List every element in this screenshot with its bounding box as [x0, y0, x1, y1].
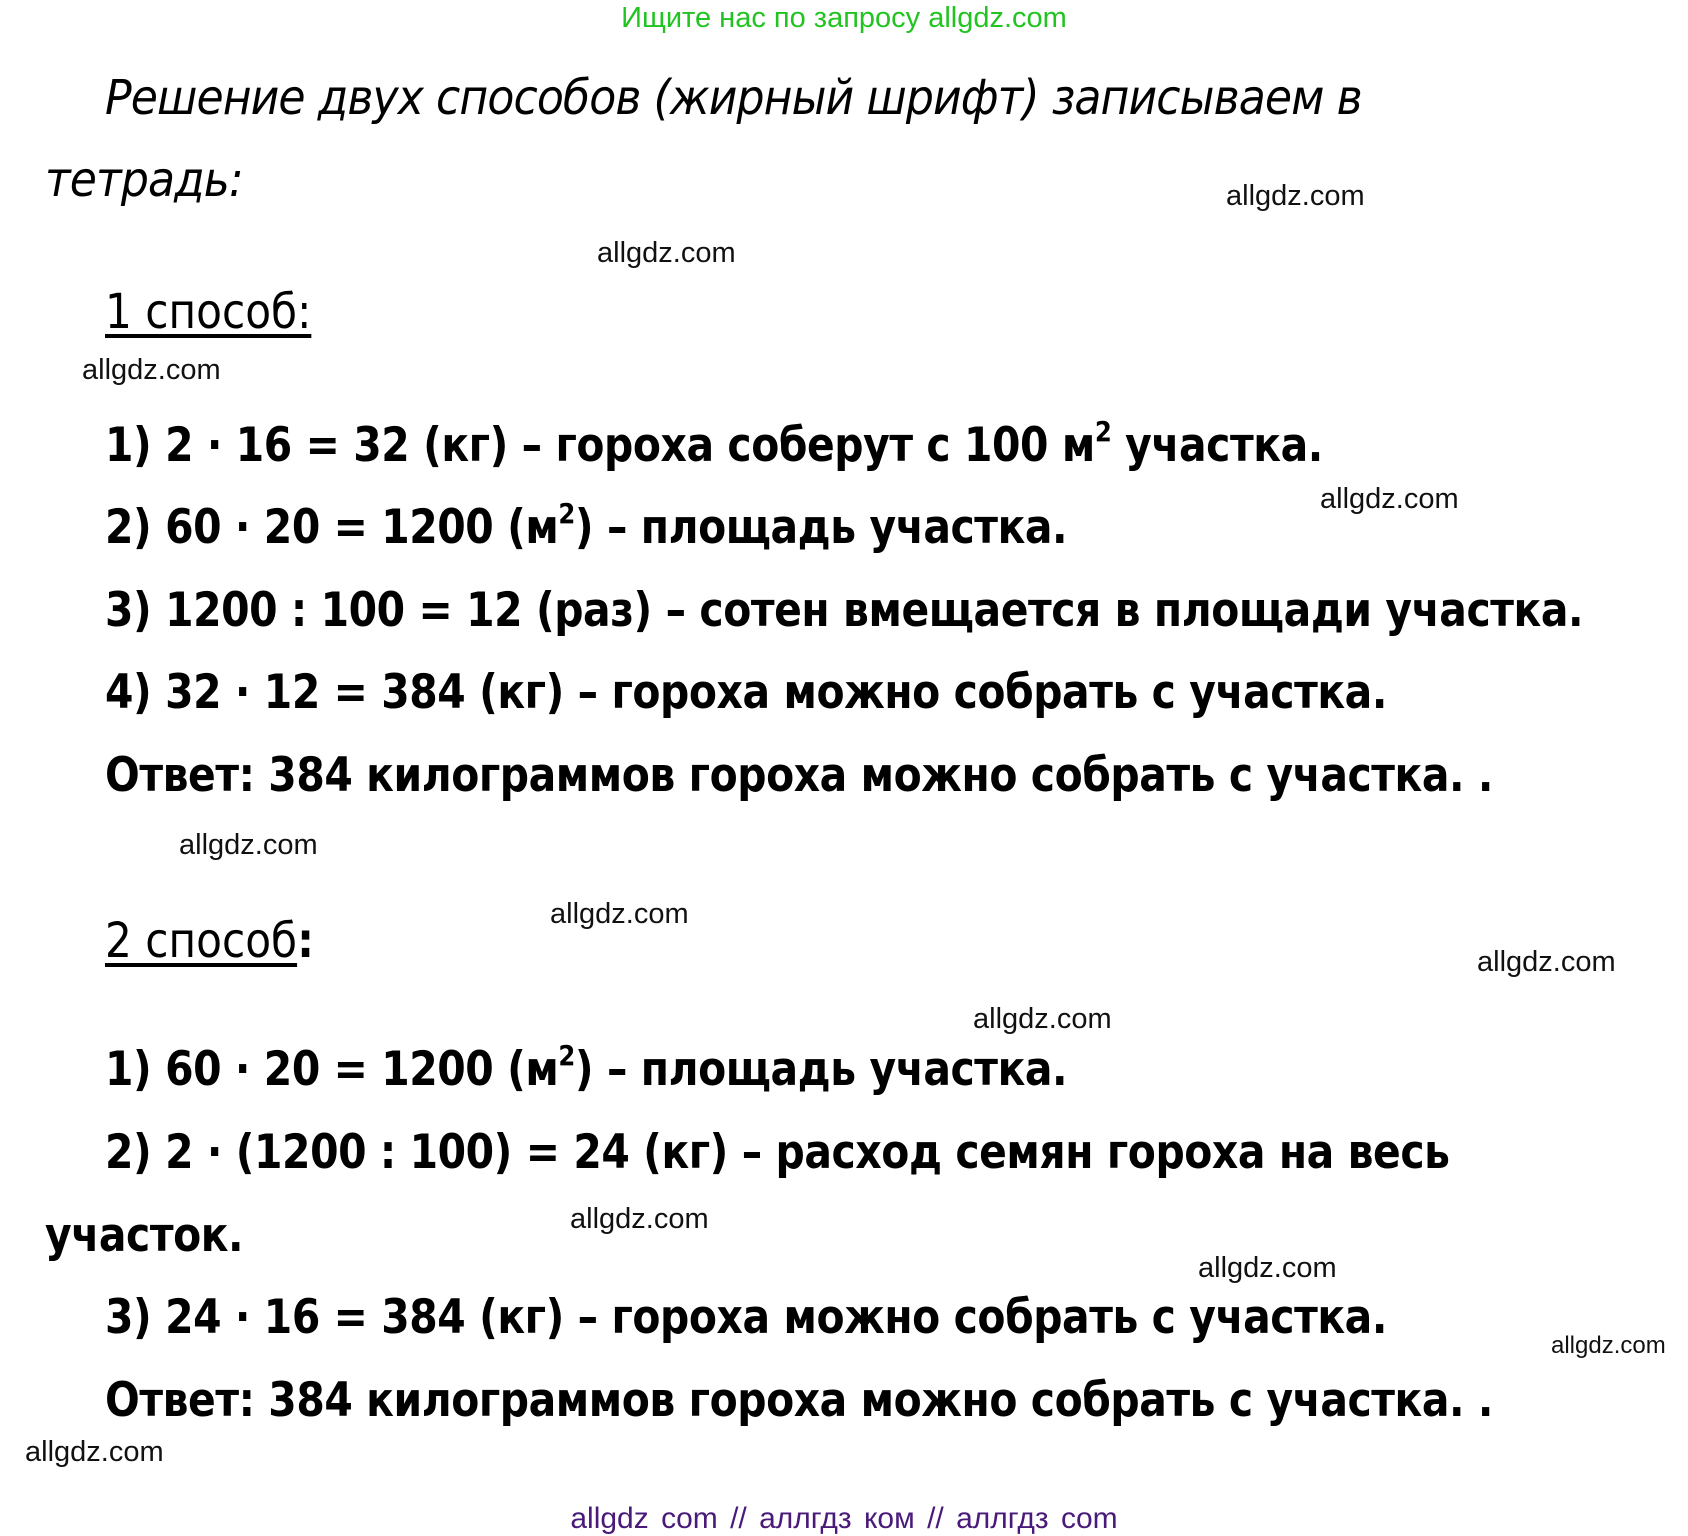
watermark: allgdz.com [550, 898, 689, 930]
watermark: allgdz.com [25, 1436, 164, 1468]
step-text: 2) 60 · 20 = 1200 (м [105, 500, 559, 555]
step-text: 1) 60 · 20 = 1200 (м [105, 1042, 559, 1097]
step-text: 3) 1200 : 100 = 12 (раз) – сотен вмещается в площади участка. [105, 583, 1584, 638]
watermark: allgdz.com [1198, 1252, 1337, 1284]
method-2-step-3 [105, 1290, 1387, 1345]
watermark: allgdz.com [179, 829, 318, 861]
step-text: ) – площадь участка. [574, 500, 1068, 555]
step-text: 3) 24 · 16 = 384 (кг) – гороха можно собрать с участка. [105, 1290, 1387, 1345]
step-text: 4) 32 · 12 = 384 (кг) – гороха можно собрать с участка. [105, 665, 1387, 720]
watermark: allgdz.com [82, 354, 221, 386]
superscript: 2 [1094, 415, 1112, 448]
step-text: 1) 2 · 16 = 32 (кг) – гороха соберут с 100 м [105, 418, 1095, 473]
method-2-heading-colon: : [297, 913, 314, 969]
step-text: ) – площадь участка. [574, 1042, 1068, 1097]
method-1-step-1 [105, 415, 1323, 473]
watermark: allgdz.com [570, 1203, 709, 1235]
step-text: участка. [1111, 418, 1323, 473]
search-banner: Ищите нас по запросу allgdz.com [621, 2, 1067, 34]
watermark: allgdz.com [1551, 1332, 1666, 1359]
method-2-heading [105, 913, 314, 969]
superscript: 2 [558, 497, 575, 530]
method-2-heading-text: 2 способ [105, 913, 298, 969]
watermark: allgdz.com [597, 237, 736, 269]
method-1-step-3 [105, 583, 1583, 638]
step-text: участок. [45, 1208, 244, 1263]
watermark: allgdz.com [1320, 483, 1459, 515]
watermark: allgdz.com [973, 1003, 1112, 1035]
method-2-step-2 [105, 1125, 1450, 1180]
method-1-answer: Ответ: 384 килограммов гороха можно собрать с участка. . [105, 748, 1494, 803]
intro-line-1: Решение двух способов (жирный шрифт) записываем в [105, 70, 1362, 126]
footer-watermark: allgdz com // аллгдз ком // аллгдз com [570, 1502, 1118, 1535]
method-1-heading-text: 1 способ: [105, 284, 312, 340]
method-2-answer: Ответ: 384 килограммов гороха можно собрать с участка. . [105, 1373, 1494, 1428]
intro-line-2: тетрадь: [45, 152, 243, 208]
method-2-step-2-cont [45, 1208, 243, 1263]
superscript: 2 [558, 1039, 575, 1072]
method-1-step-4 [105, 665, 1387, 720]
method-1-step-2 [105, 497, 1068, 555]
watermark: allgdz.com [1477, 946, 1616, 978]
watermark: allgdz.com [1226, 180, 1365, 212]
step-text: 2) 2 · (1200 : 100) = 24 (кг) – расход семян гороха на весь [105, 1125, 1450, 1180]
method-1-heading [105, 284, 311, 340]
method-2-step-1 [105, 1039, 1068, 1097]
